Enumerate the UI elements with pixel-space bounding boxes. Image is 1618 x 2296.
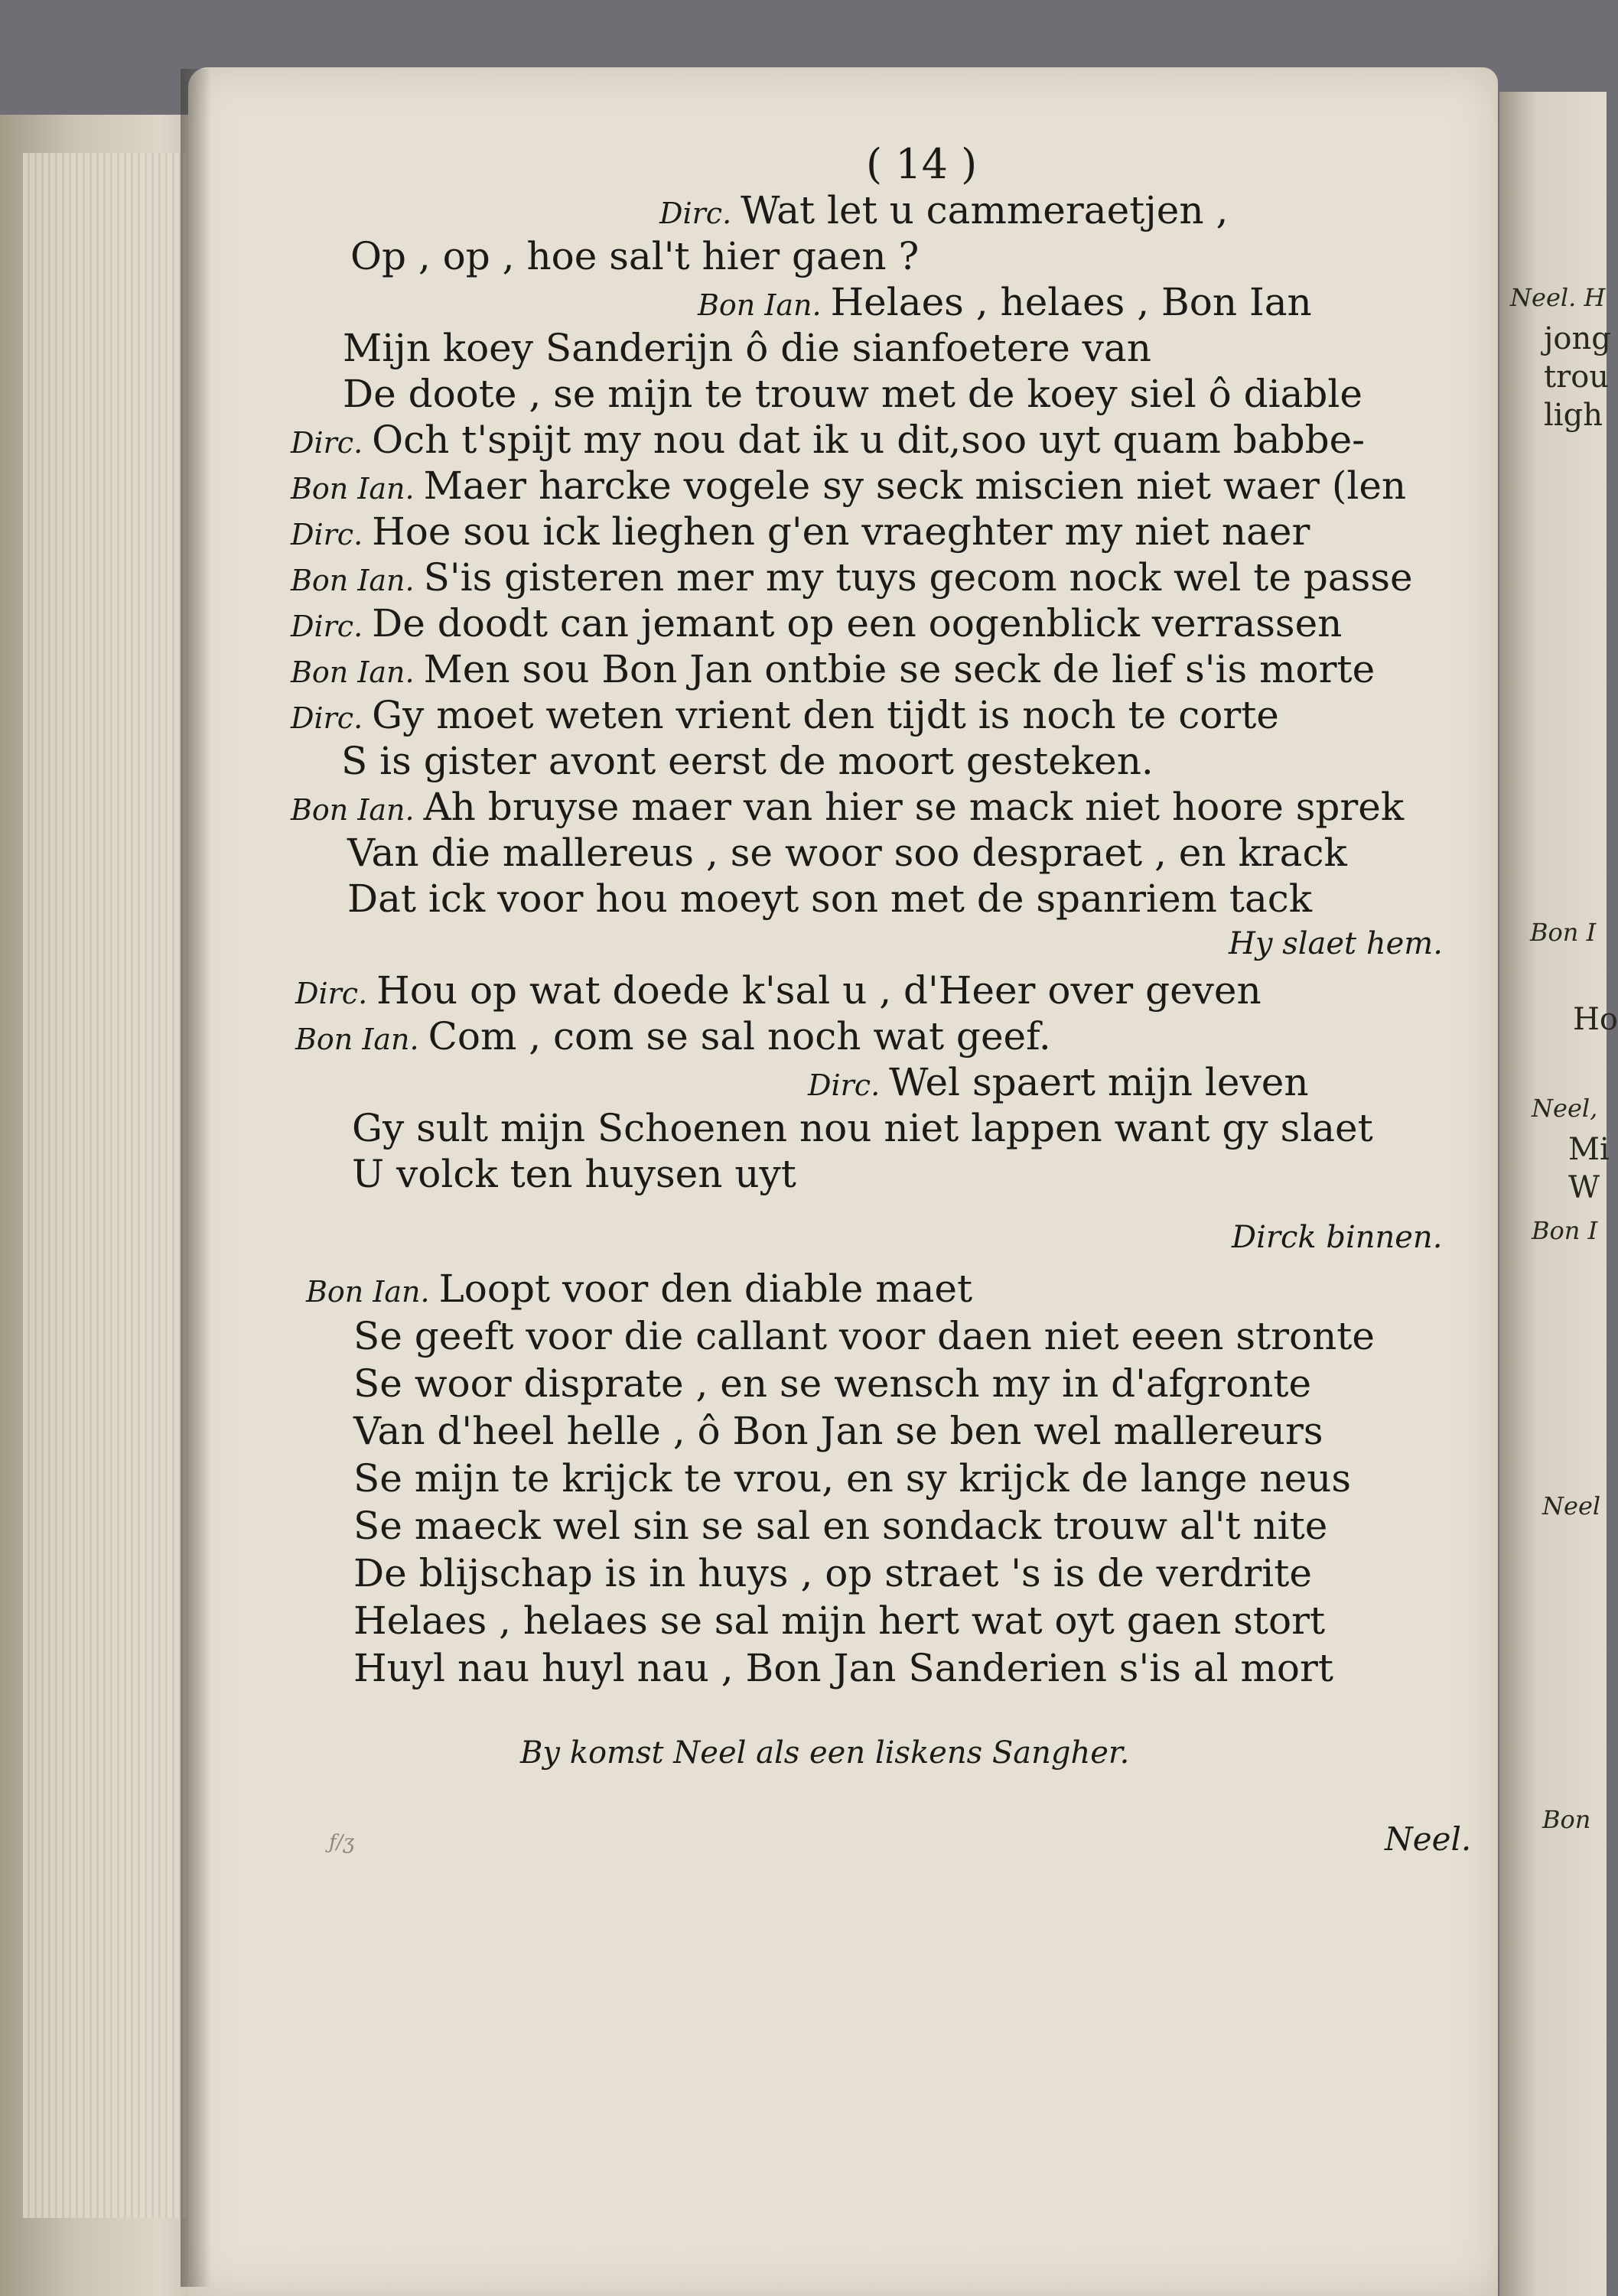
verse-line [291, 601, 1343, 646]
ink-smudge: ƒ/ʒ [329, 1831, 355, 1854]
verse-text: Se maeck wel sin se sal en sondack trouw al't nite [353, 1504, 1328, 1548]
verse-text: Van die mallereus , se woor soo despraet , en krack [347, 831, 1347, 875]
left-page-edges [23, 153, 191, 2218]
speaker-label: Dirc. [291, 701, 363, 735]
verse-line [350, 234, 920, 278]
facing-fragment: Mi [1568, 1132, 1610, 1167]
verse-text: Com , com se sal noch wat geef. [428, 1014, 1051, 1059]
verse-line [353, 1456, 1352, 1501]
verse-text: Mijn koey Sanderijn ô die sianfoetere van [343, 326, 1151, 370]
speaker-label: Bon Ian. [291, 472, 415, 506]
verse-line [291, 785, 1405, 829]
verse-text: Se mijn te krijck te vrou, en sy krijck de lange neus [353, 1456, 1352, 1501]
verse-line [343, 372, 1362, 416]
verse-text: Wel spaert mijn leven [889, 1060, 1309, 1104]
verse-text: De doote , se mijn te trouw met de koey siel ô diable [343, 372, 1362, 416]
verse-text: Se woor disprate , en se wensch my in d'afgronte [353, 1361, 1312, 1406]
speaker-label: Bon Ian. [291, 564, 415, 597]
page-number: ( 14 ) [866, 140, 978, 188]
verse-line [291, 418, 1366, 462]
facing-fragment: Neel [1542, 1491, 1601, 1520]
verse-text: U volck ten huysen uyt [352, 1152, 796, 1196]
verse-text: S'is gisteren mer my tuys gecom nock wel te passe [423, 555, 1413, 600]
verse-line [291, 463, 1407, 508]
verse-line [291, 693, 1279, 737]
verse-text: Dat ick voor hou moeyt son met de spanriem tack [347, 876, 1313, 921]
verse-text: Se geeft voor die callant voor daen niet eeen stronte [353, 1314, 1375, 1358]
speaker-label: Bon Ian. [295, 1023, 419, 1056]
facing-fragment: Bon I [1530, 918, 1597, 947]
verse-text: Ah bruyse maer van hier se mack niet hoore sprek [423, 785, 1405, 829]
stage-direction: Hy slaet hem. [1229, 926, 1443, 961]
stage-direction: Dirck binnen. [1232, 1220, 1443, 1255]
verse-text: De doodt can jemant op een oogenblick verrassen [372, 601, 1343, 646]
verse-text: Hou op wat doede k'sal u , d'Heer over geven [376, 968, 1262, 1013]
speaker-label: Bon Ian. [306, 1275, 430, 1309]
verse-text: Huyl nau huyl nau , Bon Jan Sanderien s'is al mort [353, 1646, 1333, 1690]
facing-fragment: W [1568, 1170, 1600, 1205]
speaker-label: Bon Ian. [698, 288, 822, 322]
verse-line [353, 1598, 1326, 1643]
verse-line [306, 1267, 973, 1311]
speaker-label: Dirc. [291, 518, 363, 551]
verse-text: Gy moet weten vrient den tijdt is noch te corte [372, 693, 1279, 737]
speaker-label: Bon Ian. [291, 793, 415, 827]
verse-text: Gy sult mijn Schoenen nou niet lappen want gy slaet [352, 1106, 1373, 1150]
speaker-label: Dirc. [659, 197, 732, 230]
verse-line [659, 188, 1229, 233]
facing-fragment: Neel. H [1510, 283, 1606, 312]
verse-line [291, 647, 1375, 691]
verse-line [352, 1106, 1373, 1150]
speaker-label: Dirc. [295, 977, 368, 1010]
verse-line [353, 1551, 1312, 1595]
verse-line [353, 1361, 1312, 1406]
verse-line [341, 739, 1154, 783]
facing-fragment: Ho [1573, 1002, 1618, 1037]
verse-text: Loopt voor den diable maet [438, 1267, 973, 1311]
verse-text: Och t'spijt my nou dat ik u dit,soo uyt quam babbe- [372, 418, 1366, 462]
facing-fragment: ligh [1544, 398, 1603, 433]
speaker-label: Dirc. [291, 426, 363, 460]
verse-line [295, 1014, 1051, 1059]
verse-line [352, 1152, 796, 1196]
verse-text: Hoe sou ick lieghen g'en vraeghter my niet naer [372, 509, 1310, 554]
facing-fragment: jong [1544, 321, 1611, 356]
verse-line [353, 1504, 1328, 1548]
facing-fragment: Bon [1542, 1805, 1591, 1834]
verse-line [291, 509, 1310, 554]
verse-line [353, 1314, 1375, 1358]
verse-text: Helaes , helaes se sal mijn hert wat oyt gaen stort [353, 1598, 1326, 1643]
speaker-label: Bon Ian. [291, 655, 415, 689]
verse-text: Wat let u cammeraetjen , [741, 188, 1229, 233]
facing-fragment: Bon I [1532, 1216, 1598, 1245]
verse-text: Maer harcke vogele sy seck miscien niet waer (len [423, 463, 1407, 508]
verse-line [353, 1646, 1333, 1690]
verse-text: Helaes , helaes , Bon Ian [830, 280, 1312, 324]
facing-fragment: Neel, [1532, 1094, 1598, 1123]
verse-text: Van d'heel helle , ô Bon Jan se ben wel mallereurs [353, 1409, 1323, 1453]
verse-line [698, 280, 1312, 324]
verse-text: Men sou Bon Jan ontbie se seck de lief s'is morte [423, 647, 1375, 691]
verse-line [347, 831, 1347, 875]
facing-page [1499, 92, 1618, 2296]
verse-line [295, 968, 1262, 1013]
verse-line [291, 555, 1413, 600]
facing-fragment: trou [1544, 359, 1610, 395]
verse-text: De blijschap is in huys , op straet 's is de verdrite [353, 1551, 1312, 1595]
verse-line [343, 326, 1151, 370]
verse-line [808, 1060, 1309, 1104]
speaker-label: Dirc. [291, 610, 363, 643]
gutter-shadow [181, 69, 211, 2287]
speaker-label: Dirc. [808, 1068, 881, 1102]
verse-text: S is gister avont eerst de moort gesteken. [341, 739, 1154, 783]
verse-text: Op , op , hoe sal't hier gaen ? [350, 234, 920, 278]
verse-line [347, 876, 1313, 921]
stage-direction: By komst Neel als een liskens Sangher. [520, 1735, 1130, 1771]
catchword: Neel. [1385, 1820, 1472, 1858]
verse-line [353, 1409, 1323, 1453]
